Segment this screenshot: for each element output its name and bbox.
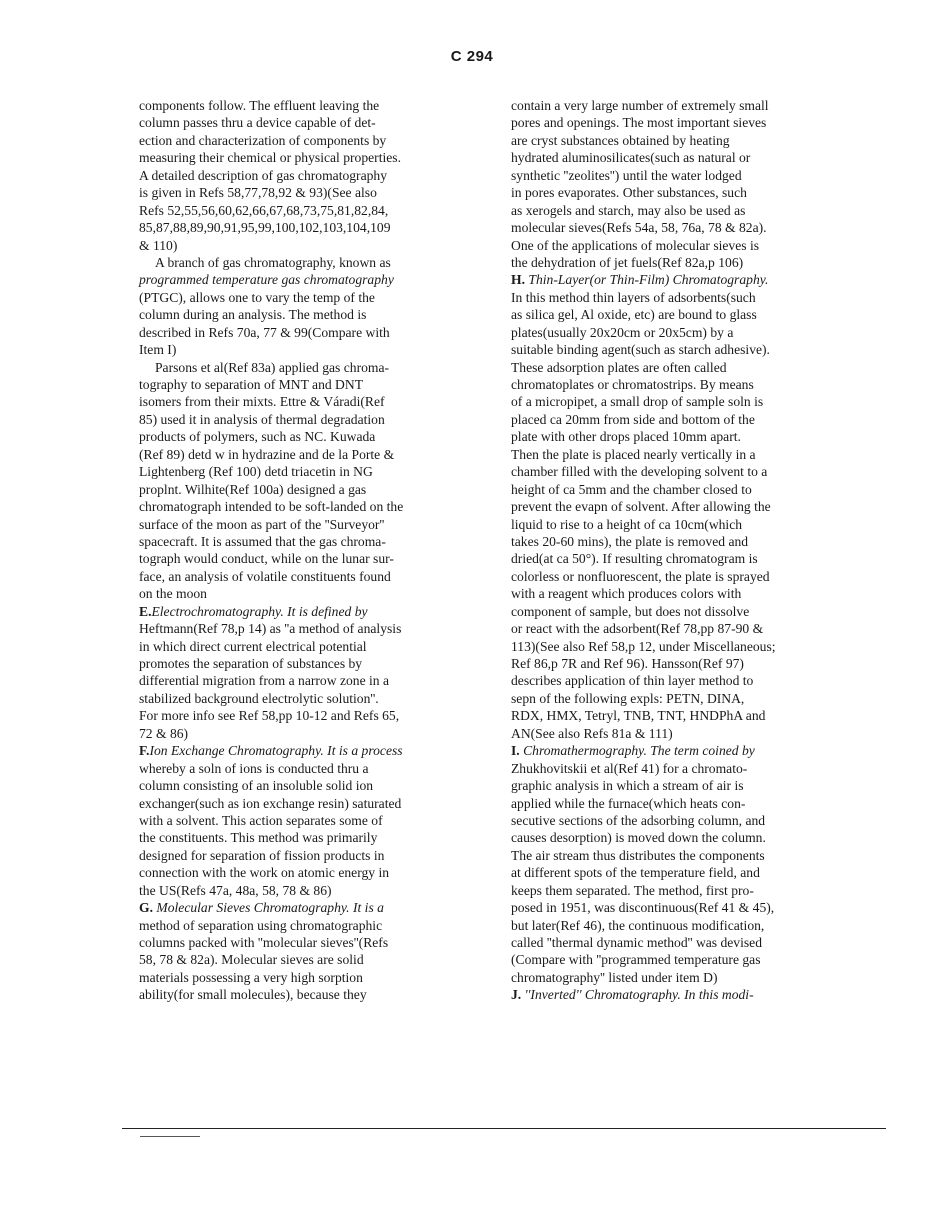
text-line: contain a very large number of extremely small bbox=[511, 98, 769, 113]
text-line: sepn of the following expls: PETN, DINA, bbox=[511, 690, 745, 706]
text-line: & 110) bbox=[139, 237, 178, 253]
text-line: of a micropipet, a small drop of sample soln is bbox=[511, 394, 764, 410]
text-line: the constituents. This method was primarily bbox=[139, 830, 378, 846]
section-mark: G. bbox=[139, 900, 153, 916]
text-line: colorless or nonfluorescent, the plate is sprayed bbox=[511, 568, 770, 584]
text-line: Thin-Layer(or Thin-Film) Chromatography. bbox=[528, 272, 769, 288]
text-line: (Ref 89) detd w in hydrazine and de la Porte & bbox=[139, 446, 395, 462]
text-line: ability(for small molecules), because they bbox=[139, 987, 367, 1003]
section-h-heading-line bbox=[511, 271, 833, 288]
text-line: The air stream thus distributes the components bbox=[511, 847, 765, 863]
text-line: is given in Refs 58,77,78,92 & 93)(See also bbox=[139, 185, 377, 201]
text-line: with a reagent which produces colors with bbox=[511, 586, 742, 602]
text-line: isomers from their mixts. Ettre & Váradi(Ref bbox=[139, 394, 385, 410]
text-line: connection with the work on atomic energy in bbox=[139, 865, 390, 881]
text-line: column passes thru a device capable of det- bbox=[139, 115, 376, 131]
text-line: chromatography'' listed under item D) bbox=[511, 969, 718, 985]
text-line: face, an analysis of volatile constituents found bbox=[139, 568, 391, 584]
text-line: 72 & 86) bbox=[139, 725, 189, 741]
text-line: measuring their chemical or physical properties. bbox=[139, 150, 401, 166]
text-line: as xerogels and starch, may also be used as bbox=[511, 202, 746, 218]
text-line: materials possessing a very high sorption bbox=[139, 969, 363, 985]
section-f-heading-line bbox=[139, 742, 469, 759]
text-line: placed ca 20mm from side and bottom of the bbox=[511, 411, 755, 427]
text-line: height of ca 5mm and the chamber closed to bbox=[511, 481, 752, 497]
text-line: surface of the moon as part of the ''Surveyor'' bbox=[139, 516, 385, 532]
text-line: 85) used it in analysis of thermal degradation bbox=[139, 411, 385, 427]
text-line: Lightenberg (Ref 100) detd triacetin in NG bbox=[139, 464, 373, 480]
text-line: Electrochromatography. It is defined by bbox=[151, 603, 368, 619]
text-line: These adsorption plates are often called bbox=[511, 359, 727, 375]
text-line: exchanger(such as ion exchange resin) saturated bbox=[139, 795, 402, 811]
text-line: on the moon bbox=[139, 586, 207, 602]
text-line: RDX, HMX, Tetryl, TNB, TNT, HNDPhA and bbox=[511, 708, 766, 724]
footer-rule-short bbox=[140, 1136, 200, 1137]
text-line: as silica gel, Al oxide, etc) are bound to glass bbox=[511, 307, 757, 323]
text-line: tograph would conduct, while on the lunar sur- bbox=[139, 551, 394, 567]
text-line: Molecular Sieves Chromatography. It is a bbox=[156, 900, 384, 916]
text-line: chromatograph intended to be soft-landed on the bbox=[139, 499, 404, 515]
text-line: Refs 52,55,56,60,62,66,67,68,73,75,81,82,84, bbox=[139, 202, 389, 218]
text-line: AN(See also Refs 81a & 111) bbox=[511, 725, 673, 741]
section-mark: E. bbox=[139, 603, 152, 619]
text-line: (Compare with ''programmed temperature gas bbox=[511, 952, 761, 968]
text-line: takes 20-60 mins), the plate is removed and bbox=[511, 533, 749, 549]
text-line: ''Inverted'' Chromatography. In this modi- bbox=[524, 987, 754, 1003]
text-line: synthetic ''zeolites'') until the water lodged bbox=[511, 167, 742, 183]
text-line: described in Refs 70a, 77 & 99(Compare with bbox=[139, 324, 390, 340]
text-line: with a solvent. This action separates some of bbox=[139, 812, 383, 828]
text-line: Ref 86,p 7R and Ref 96). Hansson(Ref 97) bbox=[511, 656, 744, 671]
text-line: ection and characterization of components by bbox=[139, 132, 387, 148]
text-line: are cryst substances obtained by heating bbox=[511, 132, 730, 148]
text-line: stabilized background electrolytic solution''. bbox=[139, 690, 379, 706]
text-line: Zhukhovitskii et al(Ref 41) for a chromato- bbox=[511, 760, 748, 776]
text-line: differential migration from a narrow zone in a bbox=[139, 673, 390, 689]
text-line: method of separation using chromatographic bbox=[139, 917, 383, 933]
text-line: the dehydration of jet fuels(Ref 82a,p 106) bbox=[511, 254, 744, 270]
section-e-heading-line bbox=[139, 603, 469, 620]
text-line: chamber filled with the developing solvent to a bbox=[511, 464, 768, 480]
text-line: pores and openings. The most important sieves bbox=[511, 115, 767, 131]
text-line: posed in 1951, was discontinuous(Ref 41 & 45), bbox=[511, 900, 775, 916]
text-line: prevent the evapn of solvent. After allowing the bbox=[511, 499, 771, 515]
section-i-heading-line bbox=[511, 742, 833, 759]
page-number: C 294 bbox=[450, 48, 494, 65]
section-mark: F. bbox=[139, 743, 150, 759]
text-line: graphic analysis in which a stream of air is bbox=[511, 778, 744, 794]
text-line: in which direct current electrical potential bbox=[139, 638, 367, 654]
text-line: but later(Ref 46), the continuous modification, bbox=[511, 917, 765, 933]
text-line: spacecraft. It is assumed that the gas chroma- bbox=[139, 533, 386, 549]
text-line: liquid to rise to a height of ca 10cm(which bbox=[511, 516, 743, 532]
text-line: Ion Exchange Chromatography. It is a process bbox=[149, 743, 403, 759]
text-line: In this method thin layers of adsorbents(such bbox=[511, 289, 756, 305]
text-line: at different spots of the temperature field, and bbox=[511, 865, 760, 881]
text-line: 85,87,88,89,90,91,95,99,100,102,103,104,109 bbox=[139, 220, 391, 236]
text-line: products of polymers, such as NC. Kuwada bbox=[139, 429, 376, 445]
text-line: A branch of gas chromatography, known as bbox=[155, 254, 391, 270]
footer-rule bbox=[122, 1128, 886, 1129]
text-line: proplnt. Wilhite(Ref 100a) designed a gas bbox=[139, 481, 367, 497]
text-line: components follow. The effluent leaving the bbox=[139, 98, 380, 113]
text-line: causes desorption) is moved down the column. bbox=[511, 830, 766, 846]
text-line: One of the applications of molecular sieves is bbox=[511, 237, 760, 253]
left-column bbox=[139, 97, 469, 1004]
section-mark: I. bbox=[511, 743, 520, 759]
right-column bbox=[511, 97, 833, 1004]
text-line: whereby a soln of ions is conducted thru a bbox=[139, 760, 369, 776]
text-line: Chromathermography. The term coined by bbox=[523, 743, 755, 759]
text-line: programmed temperature gas chromatography bbox=[139, 272, 394, 288]
text-line: called ''thermal dynamic method'' was devised bbox=[511, 935, 763, 950]
text-line: dried(at ca 50°). If resulting chromatogram is bbox=[511, 551, 758, 567]
text-line: suitable binding agent(such as starch adhesive). bbox=[511, 342, 770, 358]
text-line: in pores evaporates. Other substances, such bbox=[511, 185, 747, 201]
text-line: Item I) bbox=[139, 342, 177, 358]
text-line: hydrated aluminosilicates(such as natural or bbox=[511, 150, 751, 166]
text-line: tography to separation of MNT and DNT bbox=[139, 377, 363, 392]
text-line: column consisting of an insoluble solid ion bbox=[139, 778, 374, 794]
text-line: applied while the furnace(which heats con- bbox=[511, 795, 746, 811]
text-line: component of sample, but does not dissolve bbox=[511, 603, 750, 619]
text-line: chromatoplates or chromatostrips. By means bbox=[511, 377, 754, 392]
text-line: columns packed with ''molecular sieves''(Refs bbox=[139, 935, 389, 950]
text-line: secutive sections of the adsorbing column, and bbox=[511, 812, 766, 828]
section-j-heading-line bbox=[511, 986, 833, 1003]
text-line: Heftmann(Ref 78,p 14) as ''a method of analysis bbox=[139, 621, 402, 637]
section-mark: H. bbox=[511, 272, 525, 288]
text-line: molecular sieves(Refs 54a, 58, 76a, 78 & 82a). bbox=[511, 220, 767, 236]
text-line: keeps them separated. The method, first pro- bbox=[511, 882, 754, 898]
text-line: (PTGC), allows one to vary the temp of the bbox=[139, 289, 375, 305]
text-line: or react with the adsorbent(Ref 78,pp 87-90 & bbox=[511, 621, 764, 637]
section-g-heading-line bbox=[139, 899, 469, 916]
text-line: 58, 78 & 82a). Molecular sieves are solid bbox=[139, 952, 364, 968]
text-line: A detailed description of gas chromatography bbox=[139, 167, 388, 183]
text-line: column during an analysis. The method is bbox=[139, 307, 367, 323]
text-line: describes application of thin layer method to bbox=[511, 673, 754, 689]
text-line: designed for separation of fission products in bbox=[139, 847, 385, 863]
text-line: the US(Refs 47a, 48a, 58, 78 & 86) bbox=[139, 882, 332, 898]
section-mark: J. bbox=[511, 987, 522, 1003]
text-line: Parsons et al(Ref 83a) applied gas chroma- bbox=[155, 359, 390, 375]
text-line: 113)(See also Ref 58,p 12, under Miscellaneous; bbox=[511, 638, 776, 654]
text-line: Then the plate is placed nearly vertically in a bbox=[511, 446, 756, 462]
text-line: promotes the separation of substances by bbox=[139, 656, 363, 671]
text-line: plates(usually 20x20cm or 20x5cm) by a bbox=[511, 324, 734, 340]
text-line: For more info see Ref 58,pp 10-12 and Refs 65, bbox=[139, 708, 400, 724]
text-line: plate with other drops placed 10mm apart. bbox=[511, 429, 741, 445]
